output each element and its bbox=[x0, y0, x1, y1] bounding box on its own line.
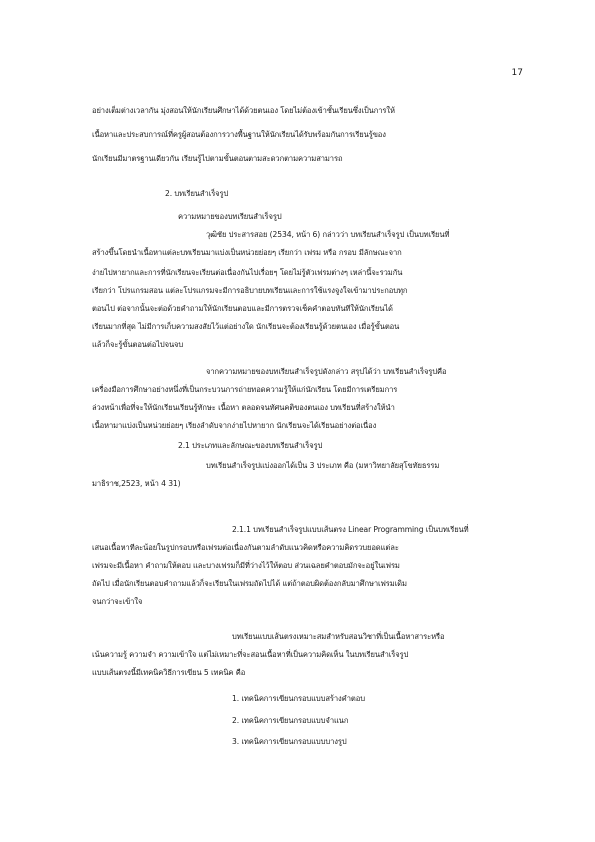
para2-line-4: เนื้อหามาแบ่งเป็นหน่วยย่อยๆ เรียงลำดับจากง่ายไปหายาก นักเรียนจะได้เรียนอย่างต่อเนื่อง bbox=[92, 421, 377, 430]
subsection-2-1-1-line-4: ถัดไป เมื่อนักเรียนตอบคำถามแล้วก็จะเรียนในเฟรมถัดไปได้ แต่ถ้าตอบผิดต้องกลับมาศึกษาเฟรมเดิม bbox=[92, 579, 407, 588]
para1-line-6: เรียนมากที่สุด ไม่มีการเก็บความสงสัยไว้แต่อย่างใด นักเรียนจะต้องเรียนรู้ด้วยตนเอง เมื่อรู้ขั้นตอน bbox=[92, 322, 400, 331]
subsection-2-1-line-1: บทเรียนสำเร็จรูปแบ่งออกได้เป็น 3 ประเภท คือ (มหาวิทยาลัยสุโขทัยธรรม bbox=[206, 461, 440, 470]
para1-line-3: ง่ายไปหายากและการที่นักเรียนจะเรียนต่อเนื่องกันไปเรื่อยๆ โดยไม่รู้ตัวเฟรมต่างๆ เหล่านี้จะรวมกัน bbox=[92, 268, 403, 277]
intro-line-3: นักเรียนมีมาตรฐานเดียวกัน เรียนรู้ไปตามขั้นตอนตามสะดวกตามความสามารถ bbox=[92, 154, 343, 163]
subsection-2-1-heading: 2.1 ประเภทและลักษณะของบทเรียนสำเร็จรูป bbox=[178, 441, 323, 450]
subsection-2-1-1-line-2: เสนอเนื้อหาทีละน้อยในรูปกรอบหรือเฟรมต่อเนื่องกันตามลำดับแนวคิดหรือความคิดรวบยอดแต่ละ bbox=[92, 543, 399, 552]
para1-line-4: เรียกว่า โปรแกรมสอน แต่ละโปรแกรมจะมีการอธิบายบทเรียนและการใช้แรงจูงใจเข้ามาประกอบทุก bbox=[92, 286, 408, 295]
page-number: 17 bbox=[511, 68, 523, 78]
technique-item-3: 3. เทคนิคการเขียนกรอบแบบบางรูป bbox=[232, 737, 347, 746]
subsection-2-1-line-2: มาธิราช,2523, หน้า 4 31) bbox=[92, 479, 181, 488]
linear-para-line-2: เน้นความรู้ ความจำ ความเข้าใจ แต่ไม่เหมาะที่จะสอนเนื้อหาที่เป็นความคิดเห็น ในบทเรียนสำเร็จรูป bbox=[92, 650, 409, 659]
intro-line-2: เนื้อหาและประสบการณ์ที่ครูผู้สอนต้องการวางพื้นฐานให้นักเรียนได้รับพร้อมกันการเรียนรู้ของ bbox=[92, 130, 386, 139]
linear-para-line-3: แบบเส้นตรงนี้มีเทคนิควิธีการเขียน 5 เทคนิค คือ bbox=[92, 668, 246, 677]
technique-item-1: 1. เทคนิคการเขียนกรอบแบบสร้างคำตอบ bbox=[232, 694, 365, 703]
section-subheading: ความหมายของบทเรียนสำเร็จรูป bbox=[178, 212, 282, 221]
para1-line-2: สร้างขึ้นโดยนำเนื้อหาแต่ละบทเรียนมาแบ่งเป็นหน่วยย่อยๆ เรียกว่า เฟรม หรือ กรอบ มีลักษณะจาก bbox=[92, 248, 402, 257]
intro-line-1: อย่างเต็มต่างเวลากัน มุ่งสอนให้นักเรียนศึกษาได้ด้วยตนเอง โดยไม่ต้องเข้าชั้นเรียนซึ่งเป็นการให้ bbox=[92, 106, 395, 115]
para1-line-5: ตอนไป ต่อจากนั้นจะต่อด้วยคำถามให้นักเรียนตอบและมีการตรวจเช็คคำตอบทันทีให้นักเรียนได้ bbox=[92, 304, 393, 313]
subsection-2-1-1-line-3: เฟรมจะมีเนื้อหา คำถามให้ตอบ และบางเฟรมก็มีที่ว่างไว้ให้ตอบ ส่วนเฉลยคำตอบมักจะอยู่ในเฟรม bbox=[92, 561, 400, 570]
para1-line-1: วุฒิชัย ประสารสอย (2534, หน้า 6) กล่าวว่า บทเรียนสำเร็จรูป เป็นบทเรียนที่ bbox=[206, 230, 450, 239]
para2-line-1: จากความหมายของบทเรียนสำเร็จรูปดังกล่าว สรุปได้ว่า บทเรียนสำเร็จรูปคือ bbox=[206, 367, 447, 376]
linear-para-line-1: บทเรียนแบบเส้นตรงเหมาะสมสำหรับสอนวิชาที่เป็นเนื้อหาสาระหรือ bbox=[232, 632, 445, 641]
subsection-2-1-1-line-1: 2.1.1 บทเรียนสำเร็จรูปแบบเส้นตรง Linear Programming เป็นบทเรียนที่ bbox=[232, 525, 469, 534]
para2-line-2: เครื่องมือการศึกษาอย่างหนึ่งที่เป็นกระบวนการถ่ายทอดความรู้ให้แก่นักเรียน โดยมีการเตรียมการ bbox=[92, 385, 398, 394]
para1-line-7: แล้วก็จะรู้ขั้นตอนต่อไปจนจบ bbox=[92, 340, 184, 349]
subsection-2-1-1-line-5: จนกว่าจะเข้าใจ bbox=[92, 597, 143, 606]
technique-item-2: 2. เทคนิคการเขียนกรอบแบบจำแนก bbox=[232, 716, 349, 725]
section-heading: 2. บทเรียนสำเร็จรูป bbox=[165, 189, 229, 198]
para2-line-3: ล่วงหน้าเพื่อที่จะให้นักเรียนเรียนรู้ทักษะ เนื้อหา ตลอดจนทัศนคติของตนเอง บทเรียนที่สร้างให้นำ bbox=[92, 403, 395, 412]
